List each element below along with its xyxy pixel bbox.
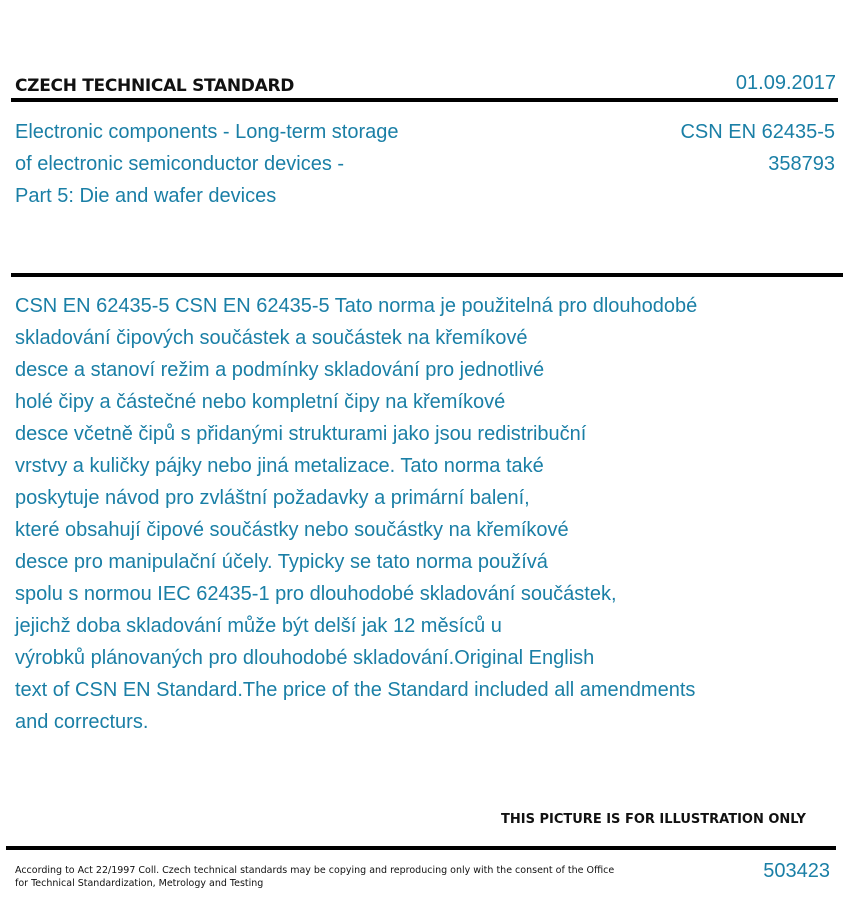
description-line: jejichž doba skladování může být delší jak 12 měsíců u	[15, 615, 502, 637]
title-line: of electronic semiconductor devices -	[15, 153, 345, 175]
illustration-disclaimer: THIS PICTURE IS FOR ILLUSTRATION ONLY	[501, 812, 806, 827]
description-line: spolu s normou IEC 62435-1 pro dlouhodobé skladování součástek,	[15, 583, 617, 605]
description-line: desce pro manipulační účely. Typicky se tato norma používá	[15, 551, 548, 573]
description-line: desce a stanoví režim a podmínky skladování pro jednotlivé	[15, 359, 545, 381]
description-line: vrstvy a kuličky pájky nebo jiná metalizace. Tato norma také	[15, 455, 544, 477]
description-line: desce včetně čipů s přidanými strukturami jako jsou redistribuční	[15, 423, 587, 445]
description-line: skladování čipových součástek a součástek na křemíkové	[15, 327, 528, 349]
header-divider	[11, 98, 838, 102]
standard-number: 358793	[768, 153, 835, 175]
section-divider	[11, 273, 843, 277]
standard-title	[15, 116, 399, 212]
legal-notice	[15, 864, 614, 890]
description-line: výrobků plánovaných pro dlouhodobé skladování.Original English	[15, 647, 595, 669]
standard-code: CSN EN 62435-5	[680, 121, 835, 143]
publication-date: 01.09.2017	[735, 72, 836, 94]
title-line: Part 5: Die and wafer devices	[15, 185, 277, 207]
description-line: text of CSN EN Standard.The price of the Standard included all amendments	[15, 679, 696, 701]
description-line: CSN EN 62435-5 CSN EN 62435-5 Tato norma je použitelná pro dlouhodobé	[15, 295, 698, 317]
standard-type-label: CZECH TECHNICAL STANDARD	[15, 76, 295, 96]
legal-notice-line: According to Act 22/1997 Coll. Czech technical standards may be copying and reproducing only with the consent of the Office	[15, 865, 615, 876]
legal-notice-line: for Technical Standardization, Metrology and Testing	[15, 878, 264, 889]
title-line: Electronic components - Long-term storage	[15, 121, 399, 143]
footer-divider	[6, 846, 836, 850]
catalog-code: 503423	[763, 860, 830, 882]
description-line: které obsahují čipové součástky nebo součástky na křemíkové	[15, 519, 569, 541]
standard-identifiers	[680, 116, 835, 180]
description-line: holé čipy a částečné nebo kompletní čipy na křemíkové	[15, 391, 506, 413]
standard-description	[15, 290, 845, 738]
description-line: poskytuje návod pro zvláštní požadavky a primární balení,	[15, 487, 530, 509]
description-line: and correcturs.	[15, 711, 149, 733]
